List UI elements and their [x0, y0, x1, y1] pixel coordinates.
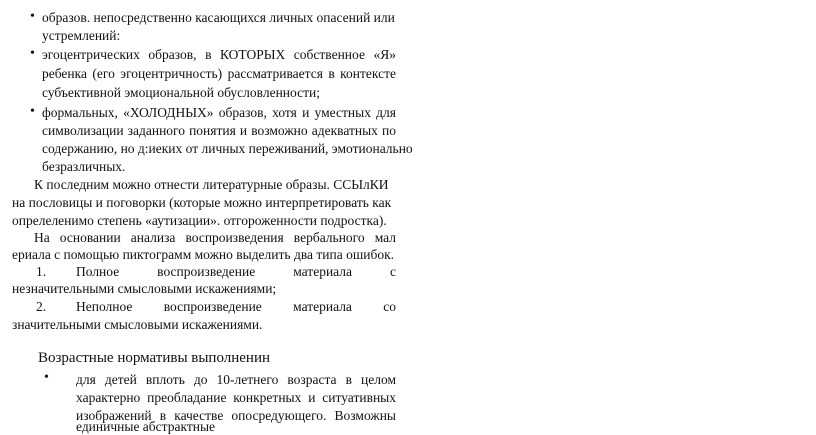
bullet-3-line-4: безразличных.: [42, 159, 126, 174]
paragraph-2-line-1: На основании анализа воспроизведения вербального мал: [34, 230, 396, 245]
bullet-dot: •: [44, 370, 49, 385]
bottom-bullet-line-4: единичные абстрактные: [76, 419, 216, 434]
section-heading: Возрастные нормативы выполненин: [38, 350, 271, 366]
numbered-item-2-line-1: Неполное воспроизведение материала со: [76, 299, 396, 314]
bullet-dot: •: [30, 46, 35, 61]
paragraph-2-line-2: ериала с помощью пиктограмм можно выделить два типа ошибок.: [12, 247, 395, 262]
bottom-bullet-line-1: для детей вплоть до 10-летнего возраста в целом: [76, 372, 396, 387]
bottom-bullet-line-2: характерно преобладание конкретных и ситуативных: [76, 390, 396, 405]
bullet-dot: •: [30, 9, 35, 24]
paragraph-1-line-2: на пословицы и поговорки (которые можно интерпретировать как: [12, 195, 392, 210]
bullet-2-line-2: ребенка (его эгоцентричность) рассматривается в контексте: [42, 66, 396, 81]
numbered-item-2-line-2: значительными смысловыми искажениями.: [12, 317, 263, 332]
numbered-item-1-number: 1.: [36, 264, 47, 279]
bullet-3-line-2: символизации заданного понятия и возможно адекватных по: [42, 123, 396, 138]
paragraph-1-line-3: опрелеленимо степень «аутизации». отгороженности подростка).: [12, 213, 387, 228]
numbered-item-1-line-2: незначительными смысловыми искажениями;: [12, 281, 277, 296]
bullet-1-line-2: устремлений:: [42, 28, 121, 43]
bullet-2-line-1: эгоцентрических образов, в КОТОРЫХ собственное «Я»: [42, 47, 396, 62]
numbered-item-1-line-1: Полное воспроизведение материала с: [76, 264, 396, 279]
bottom-bullet-line-3: изображений в качестве опосредующего. Возможны: [76, 408, 396, 423]
numbered-item-2-number: 2.: [36, 299, 47, 314]
bullet-3-line-3: содержанию, но д:иеких от личных переживаний, эмотионально: [42, 141, 413, 156]
bullet-3-line-1: формальных, «ХОЛОДНЫХ» образов, хотя и уместных для: [42, 105, 396, 120]
bullet-2-line-3: субъективной эмоциональной обусловленности;: [42, 85, 320, 100]
bullet-1-line-1: образов. непосредственно касающихся личных опасений или: [42, 10, 395, 25]
paragraph-1-line-1: К последним можно отнести литературные образы. ССЫлКИ: [34, 177, 389, 192]
bullet-dot: •: [30, 104, 35, 119]
